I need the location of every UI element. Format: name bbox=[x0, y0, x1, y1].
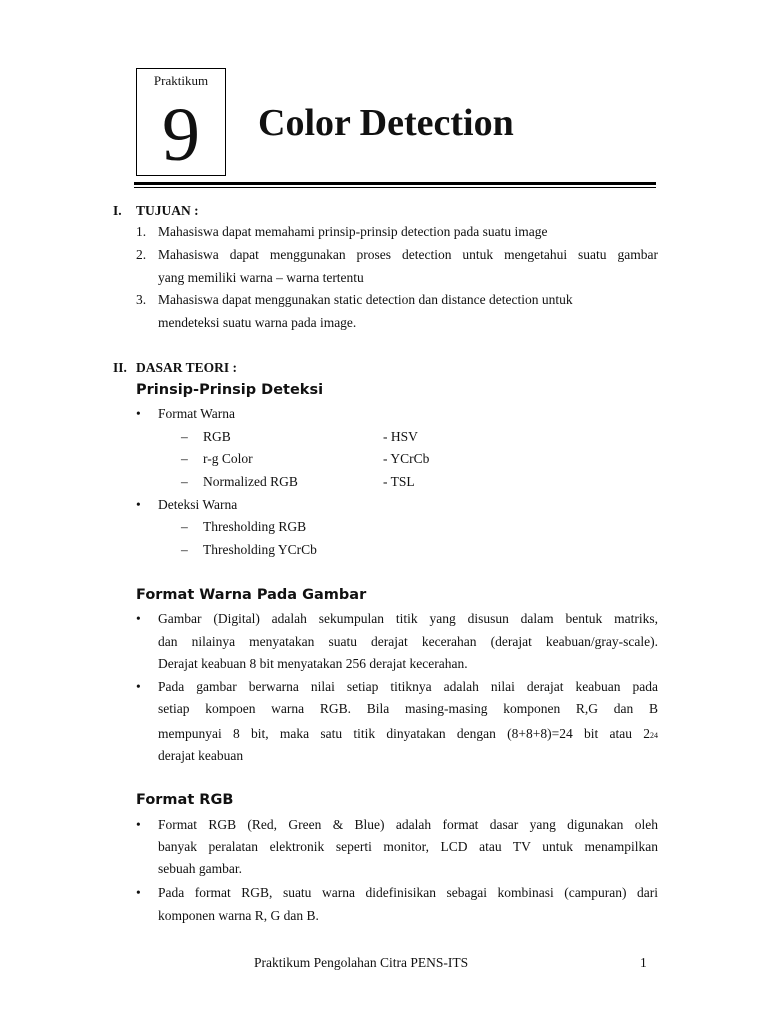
format-item: - HSV bbox=[383, 429, 418, 444]
chapter-number: 9 bbox=[162, 93, 200, 177]
footer-text: Praktikum Pengolahan Citra PENS-ITS bbox=[254, 955, 469, 970]
deteksi-item: Thresholding YCrCb bbox=[203, 542, 317, 557]
section-number-dasar: II. bbox=[113, 360, 127, 375]
list-item-number: 1. bbox=[136, 224, 147, 239]
paragraph-line: banyak peralatan elektronik seperti monitor, LCD atau TV untuk menampilkan bbox=[158, 839, 658, 854]
paragraph-line: sebuah gambar. bbox=[158, 861, 242, 876]
dash-icon: – bbox=[181, 451, 188, 466]
deteksi-item: Thresholding RGB bbox=[203, 519, 307, 534]
format-item: Normalized RGB bbox=[203, 474, 298, 489]
paragraph-line: setiap kompoen warna RGB. Bila masing-masing komponen R,G dan B bbox=[158, 701, 658, 716]
chapter-label: Praktikum bbox=[153, 73, 209, 88]
paragraph-line bbox=[158, 726, 658, 744]
list-item-text: Mahasiswa dapat menggunakan proses detection untuk mengetahui suatu gambar bbox=[158, 247, 658, 262]
page-title: Color Detection bbox=[258, 102, 514, 144]
format-item: - TSL bbox=[383, 474, 415, 489]
list-item-number: 3. bbox=[136, 292, 147, 307]
dash-icon: – bbox=[181, 429, 188, 444]
exponent: 24 bbox=[650, 731, 658, 740]
bullet-icon: • bbox=[136, 885, 141, 900]
bullet-text: Deteksi Warna bbox=[158, 497, 238, 512]
list-item-text: mendeteksi suatu warna pada image. bbox=[158, 315, 357, 330]
bullet-icon: • bbox=[136, 679, 141, 694]
paragraph-line: Derajat keabuan 8 bit menyatakan 256 derajat kecerahan. bbox=[158, 656, 468, 671]
title-rule-thin bbox=[134, 187, 656, 188]
list-item-text: Mahasiswa dapat menggunakan static detection dan distance detection untuk bbox=[158, 292, 573, 307]
bullet-icon: • bbox=[136, 497, 141, 512]
paragraph-line: Pada gambar berwarna nilai setiap titiknya adalah nilai derajat keabuan pada bbox=[158, 679, 658, 694]
section-number-tujuan: I. bbox=[113, 203, 122, 218]
dash-icon: – bbox=[181, 474, 188, 489]
bullet-icon: • bbox=[136, 611, 141, 626]
dash-icon: – bbox=[181, 542, 188, 557]
subheading-prinsip: Prinsip-Prinsip Deteksi bbox=[136, 382, 324, 398]
paragraph-line: Pada format RGB, suatu warna didefinisikan sebagai kombinasi (campuran) dari bbox=[158, 885, 658, 900]
bullet-text: Format Warna bbox=[158, 406, 236, 421]
paragraph-line: dan nilainya menyatakan suatu derajat kecerahan (derajat keabuan/gray-scale). bbox=[158, 634, 658, 649]
list-item-text: yang memiliki warna – warna tertentu bbox=[158, 270, 364, 285]
paragraph-line: komponen warna R, G dan B. bbox=[158, 908, 319, 923]
dash-icon: – bbox=[181, 519, 188, 534]
bullet-icon: • bbox=[136, 817, 141, 832]
page-number: 1 bbox=[640, 955, 647, 970]
format-item: RGB bbox=[203, 429, 231, 444]
list-item-text: Mahasiswa dapat memahami prinsip-prinsip detection pada suatu image bbox=[158, 224, 548, 239]
section-heading-dasar: DASAR TEORI : bbox=[136, 360, 238, 375]
paragraph-line: Gambar (Digital) adalah sekumpulan titik yang disusun dalam bentuk matriks, bbox=[158, 611, 658, 626]
section-heading-tujuan: TUJUAN : bbox=[136, 203, 199, 218]
format-item: - YCrCb bbox=[383, 451, 430, 466]
list-item-number: 2. bbox=[136, 247, 147, 262]
paragraph-line: derajat keabuan bbox=[158, 748, 244, 763]
paragraph-line: Format RGB (Red, Green & Blue) adalah format dasar yang digunakan oleh bbox=[158, 817, 658, 832]
paragraph-line-text: mempunyai 8 bit, maka satu titik dinyatakan dengan (8+8+8)=24 bit atau 2 bbox=[158, 726, 650, 741]
format-item: r-g Color bbox=[203, 451, 253, 466]
subheading-format-gambar: Format Warna Pada Gambar bbox=[136, 587, 367, 603]
subheading-format-rgb: Format RGB bbox=[136, 792, 234, 808]
title-rule-thick bbox=[134, 182, 656, 185]
bullet-icon: • bbox=[136, 406, 141, 421]
